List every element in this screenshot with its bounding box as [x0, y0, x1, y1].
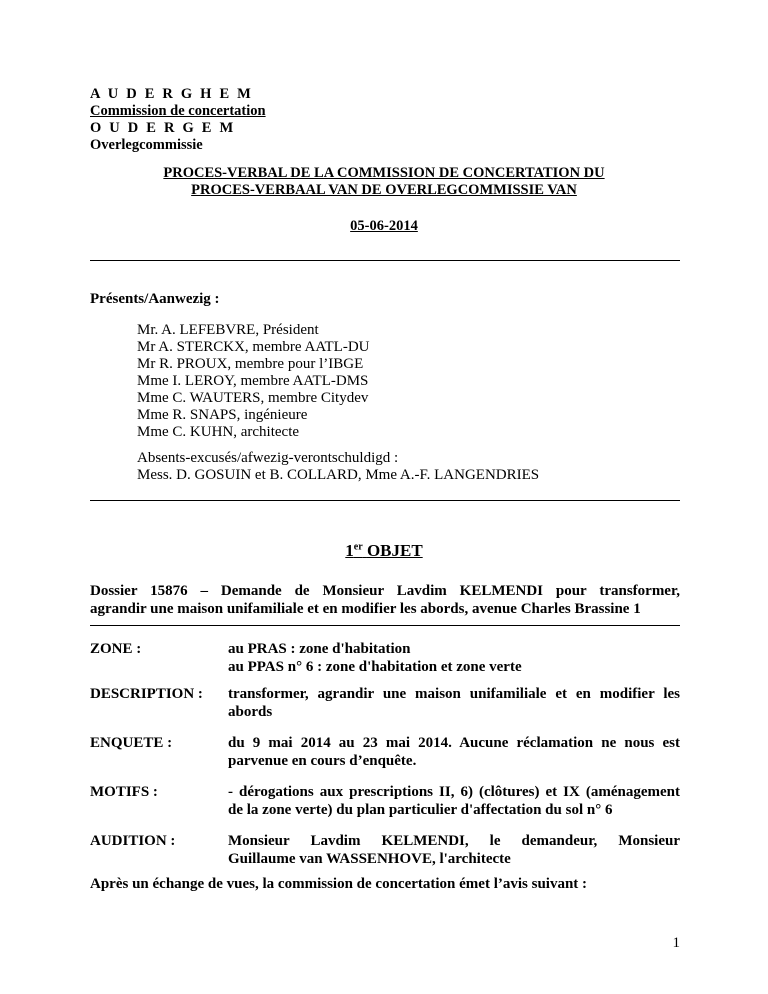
objet-ordinal: er — [353, 541, 363, 553]
divider-top — [90, 260, 680, 261]
header-oudergem: O U D E R G E M — [90, 120, 236, 136]
dossier-line-2: agrandir une maison unifamiliale et en modifier les abords, avenue Charles Brassine 1 — [90, 601, 641, 617]
zone-line: au PRAS : zone d'habitation — [228, 641, 411, 657]
audition-line: Guillaume van WASSENHOVE, l'architecte — [228, 851, 511, 867]
enquete-value — [228, 734, 680, 770]
header-auderghem: A U D E R G H E M — [90, 86, 254, 102]
page-number: 1 — [672, 935, 680, 951]
member-item: Mme R. SNAPS, ingénieure — [137, 407, 308, 423]
divider-middle — [90, 500, 680, 501]
motifs-line: - dérogations aux prescriptions II, 6) (clôtures) et IX (aménagement — [228, 784, 680, 800]
absents-names: Mess. D. GOSUIN et B. COLLARD, Mme A.-F. LANGENDRIES — [137, 467, 540, 483]
members-list — [137, 322, 370, 441]
zone-line: au PPAS n° 6 : zone d'habitation et zone verte — [228, 659, 522, 675]
title-fr: PROCES-VERBAL DE LA COMMISSION DE CONCERTATION DU — [163, 165, 605, 181]
member-item: Mme C. KUHN, architecte — [137, 424, 300, 440]
description-line: transformer, agrandir une maison unifamiliale et en modifier les — [228, 686, 680, 702]
audition-line: Monsieur Lavdim KELMENDI, le demandeur, Monsieur — [228, 833, 680, 849]
presents-label: Présents/Aanwezig : — [90, 291, 220, 307]
conclusion-text: Après un échange de vues, la commission de concertation émet l’avis suivant : — [90, 876, 588, 892]
meeting-date: 05-06-2014 — [350, 218, 418, 234]
header-commission-fr: Commission de concertation — [90, 103, 266, 119]
audition-value — [228, 832, 680, 868]
member-item: Mme C. WAUTERS, membre Citydev — [137, 390, 369, 406]
description-value — [228, 685, 680, 721]
zone-label: ZONE : — [90, 641, 142, 657]
municipality-header — [90, 86, 266, 154]
motifs-value — [228, 783, 680, 819]
member-item: Mme I. LEROY, membre AATL-DMS — [137, 373, 369, 389]
absents-label: Absents-excusés/afwezig-verontschuldigd : — [137, 450, 399, 466]
objet-word: OBJET — [366, 541, 423, 560]
motifs-line: de la zone verte) du plan particulier d'affectation du sol n° 6 — [228, 802, 613, 818]
motifs-label: MOTIFS : — [90, 784, 158, 800]
audition-label: AUDITION : — [90, 833, 176, 849]
absents-block — [137, 450, 539, 484]
description-line: abords — [228, 704, 273, 720]
zone-value — [228, 640, 680, 676]
dossier-line-1: Dossier 15876 – Demande de Monsieur Lavdim KELMENDI pour transformer, — [90, 583, 680, 599]
objet-heading — [0, 541, 768, 561]
title-nl: PROCES-VERBAAL VAN DE OVERLEGCOMMISSIE VAN — [191, 182, 577, 198]
member-item: Mr. A. LEFEBVRE, Président — [137, 322, 319, 338]
enquete-line: du 9 mai 2014 au 23 mai 2014. Aucune réclamation ne nous est — [228, 735, 680, 751]
objet-number: 1 — [345, 541, 354, 560]
header-commission-nl: Overlegcommissie — [90, 137, 203, 153]
description-label: DESCRIPTION : — [90, 686, 203, 702]
member-item: Mr R. PROUX, membre pour l’IBGE — [137, 356, 364, 372]
enquete-line: parvenue en cours d’enquête. — [228, 753, 417, 769]
divider-dossier — [90, 625, 680, 626]
enquete-label: ENQUETE : — [90, 735, 173, 751]
member-item: Mr A. STERCKX, membre AATL-DU — [137, 339, 370, 355]
